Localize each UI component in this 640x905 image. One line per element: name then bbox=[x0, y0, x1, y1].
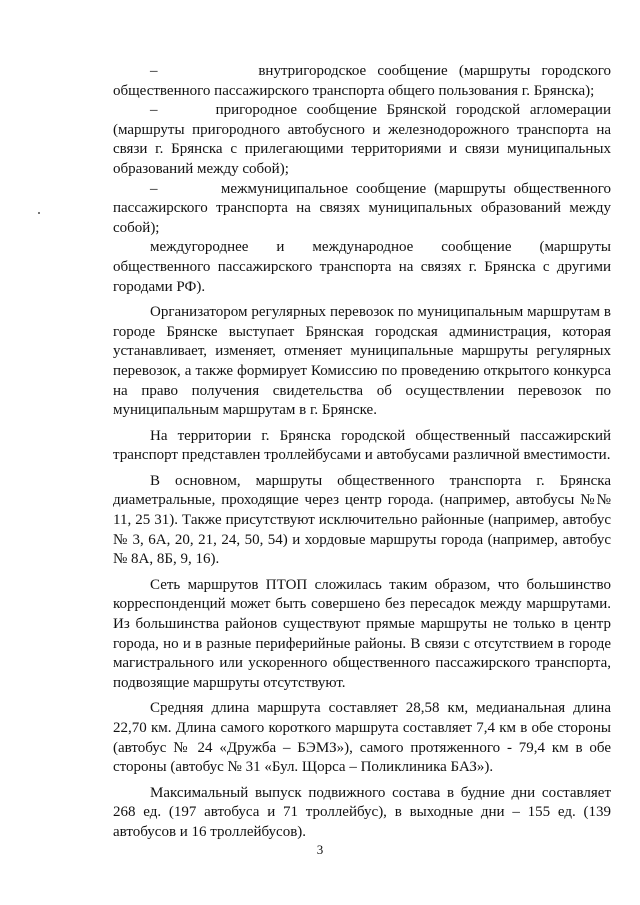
paragraph-fleet: Максимальный выпуск подвижного состава в будние дни составляет 268 ед. (197 автобуса и 71 троллейбус), в выходные дни – 155 ед. (139 автобусов и 16 троллейбусов). bbox=[113, 784, 611, 840]
margin-mark bbox=[38, 212, 40, 214]
paragraph-route-types: В основном, маршруты общественного транспорта г. Брянска диаметральные, проходящие через центр города. (например, автобусы №№ 11, 25 31). Также присутствуют исключительно районные (например, автобус № 3, 6А, 20, 21, 24, 50, 54) и хордовые маршруты города (например, автобус № 8А, 8Б, 9, 16). bbox=[113, 472, 611, 568]
list-item-suburban: – пригородное сообщение Брянской городской агломерации (маршруты пригородного автобусного и железнодорожного транспорта на связи г. Брянска с прилегающими территориями и связи муниципальных образований между собой); bbox=[113, 102, 611, 177]
paragraph-organizer: Организатором регулярных перевозок по муниципальным маршрутам в городе Брянске выступает Брянская городская администрация, которая устанавливает, изменяет, отменяет муниципальные маршруты регулярных перевозок, а также формирует Комиссию по проведению открытого конкурса на право получения свидетельства об осуществлении перевозок по муниципальным маршрутам в г. Брянске. bbox=[113, 304, 611, 419]
paragraph-transport-types: На территории г. Брянска городской общественный пассажирский транспорт представлен троллейбусами и автобусами различной вместимости. bbox=[113, 427, 611, 464]
list-item-intermunicipal: – межмуниципальное сообщение (маршруты общественного пассажирского транспорта на связях муниципальных образований между собой); bbox=[113, 180, 611, 236]
page-number: 3 bbox=[316, 842, 324, 857]
list-item-intracity: – внутригородское сообщение (маршруты городского общественного пассажирского транспорта общего пользования г. Брянска); bbox=[113, 63, 611, 99]
paragraph-route-length: Средняя длина маршрута составляет 28,58 км, медианальная длина 22,70 км. Длина самого короткого маршрута составляет 7,4 км в обе стороны (автобус № 24 «Дружба – БЭМЗ»), самого протяженного - 79,4 км в обе стороны (автобус № 31 «Бул. Щорса – Поликлиника БАЗ»). bbox=[113, 700, 611, 776]
paragraph-network: Сеть маршрутов ПТОП сложилась таким образом, что большинство корреспонденций может быть совершено без пересадок между маршрутами. Из большинства районов существуют прямые маршруты не только в центр города, но и в разные периферийные районы. В связи с отсутствием в городе магистрального или ускоренного общественного пассажирского транспорта, подвозящие маршруты отсутствуют. bbox=[113, 576, 611, 691]
list-item-intercity: междугороднее и международное сообщение (маршруты общественного пассажирского транспорта на связях г. Брянска с другими городами РФ). bbox=[113, 239, 611, 295]
document-body bbox=[113, 62, 611, 843]
